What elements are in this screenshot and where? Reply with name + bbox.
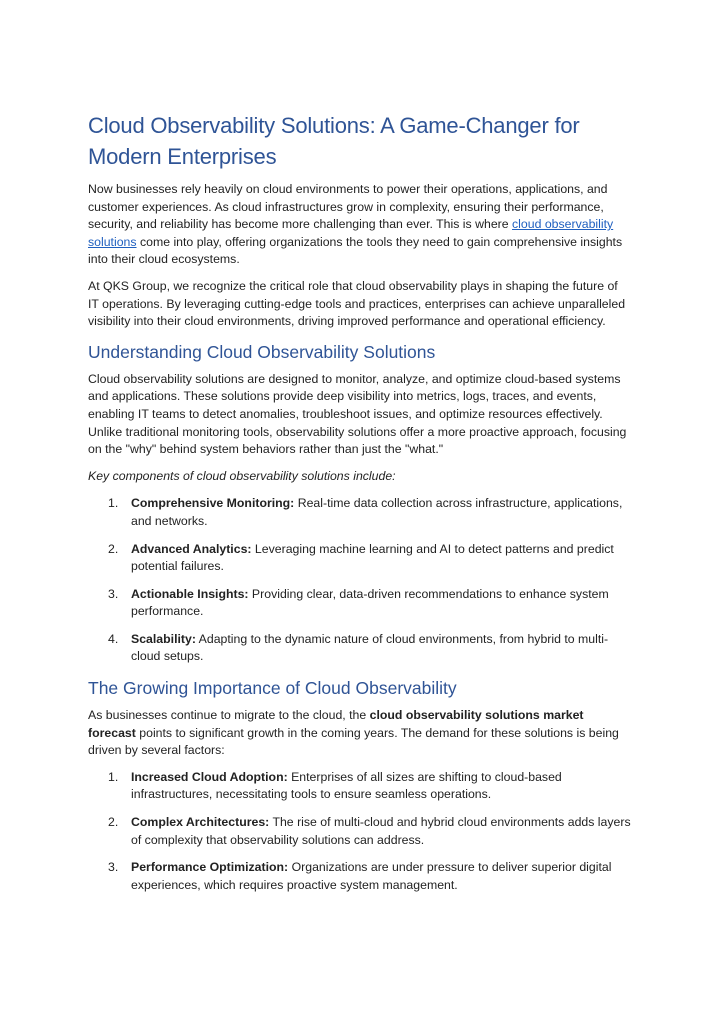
intro-text-after-link: come into play, offering organizations the tools they need to gain comprehensive insights into their cloud ecosystems. [88, 234, 623, 267]
section2-text-after-bold: points to significant growth in the coming years. The demand for these solutions is being driven by several factors: [88, 725, 619, 758]
list-term: Increased Cloud Adoption: [131, 769, 288, 784]
section1-paragraph: Cloud observability solutions are designed to monitor, analyze, and optimize cloud-based systems and applications. These solutions provide deep visibility into metrics, logs, traces, and events, enabling IT teams to detect anomalies, troubleshoot issues, and optimize resources effectively. Unlike traditional monitoring tools, observability solutions offer a more proactive approach, focusing on the "why" behind system behaviors rather than just the "what." [88, 371, 627, 457]
list-number: 1. [108, 769, 119, 784]
section-heading-importance: The Growing Importance of Cloud Observability [88, 678, 457, 699]
list-item [88, 859, 631, 894]
list-item [88, 631, 631, 666]
market-forecast-phrase: cloud observability solutions market forecast [88, 708, 584, 740]
list-term: Scalability: [131, 631, 196, 646]
list-number: 2. [108, 815, 119, 830]
list-text: Providing clear, data-driven recommendations to enhance system performance. [131, 586, 609, 619]
list-item [88, 495, 631, 530]
cloud-observability-link[interactable]: cloud observability solutions [88, 217, 614, 249]
intro-paragraph-2: At QKS Group, we recognize the critical role that cloud observability plays in shaping the future of IT operations. By leveraging cutting-edge tools and practices, enterprises can achieve unparalleled visibility into their cloud environments, driving improved performance and operational efficiency. [88, 278, 626, 329]
list-number: 4. [108, 631, 119, 646]
page-title: Cloud Observability Solutions: A Game-Changer for Modern Enterprises [88, 113, 580, 169]
section2-paragraph [88, 707, 631, 760]
list-item [88, 541, 631, 576]
list-term: Performance Optimization: [131, 860, 289, 875]
growth-factors-list [88, 769, 631, 895]
intro-paragraph-1 [88, 181, 631, 269]
list-text: Leveraging machine learning and AI to detect patterns and predict potential failures. [131, 541, 614, 574]
list-item [88, 814, 631, 849]
list-number: 3. [108, 586, 119, 601]
list-number: 3. [108, 860, 119, 875]
section-heading-understanding: Understanding Cloud Observability Solutions [88, 341, 436, 362]
list-term: Complex Architectures: [131, 815, 270, 830]
list-term: Advanced Analytics: [131, 541, 252, 556]
list-term: Comprehensive Monitoring: [131, 496, 295, 511]
section2-text-before-bold: As businesses continue to migrate to the cloud, the [88, 708, 370, 723]
list-item [88, 586, 631, 621]
list-text: Real-time data collection across infrastructure, applications, and networks. [131, 496, 623, 528]
list-text: Adapting to the dynamic nature of cloud environments, from hybrid to multi-cloud setups. [131, 631, 609, 664]
list-text: The rise of multi-cloud and hybrid cloud environments adds layers of complexity that observability solutions can address. [131, 815, 631, 847]
intro-text-before-link: Now businesses rely heavily on cloud environments to power their operations, applications, and customer experiences. As cloud infrastructures grow in complexity, ensuring their performance, security, and reliability has become more challenging than ever. This is where [88, 182, 608, 232]
list-item [88, 769, 631, 804]
list-text: Organizations are under pressure to deliver superior digital experiences, which requires proactive system management. [131, 860, 612, 892]
list-number: 2. [108, 541, 119, 556]
list-text: Enterprises of all sizes are shifting to cloud-based infrastructures, necessitating tools to ensure seamless operations. [131, 769, 562, 802]
key-components-intro: Key components of cloud observability solutions include: [88, 468, 396, 483]
key-components-list [88, 495, 631, 666]
list-number: 1. [108, 496, 119, 511]
list-term: Actionable Insights: [131, 586, 249, 601]
